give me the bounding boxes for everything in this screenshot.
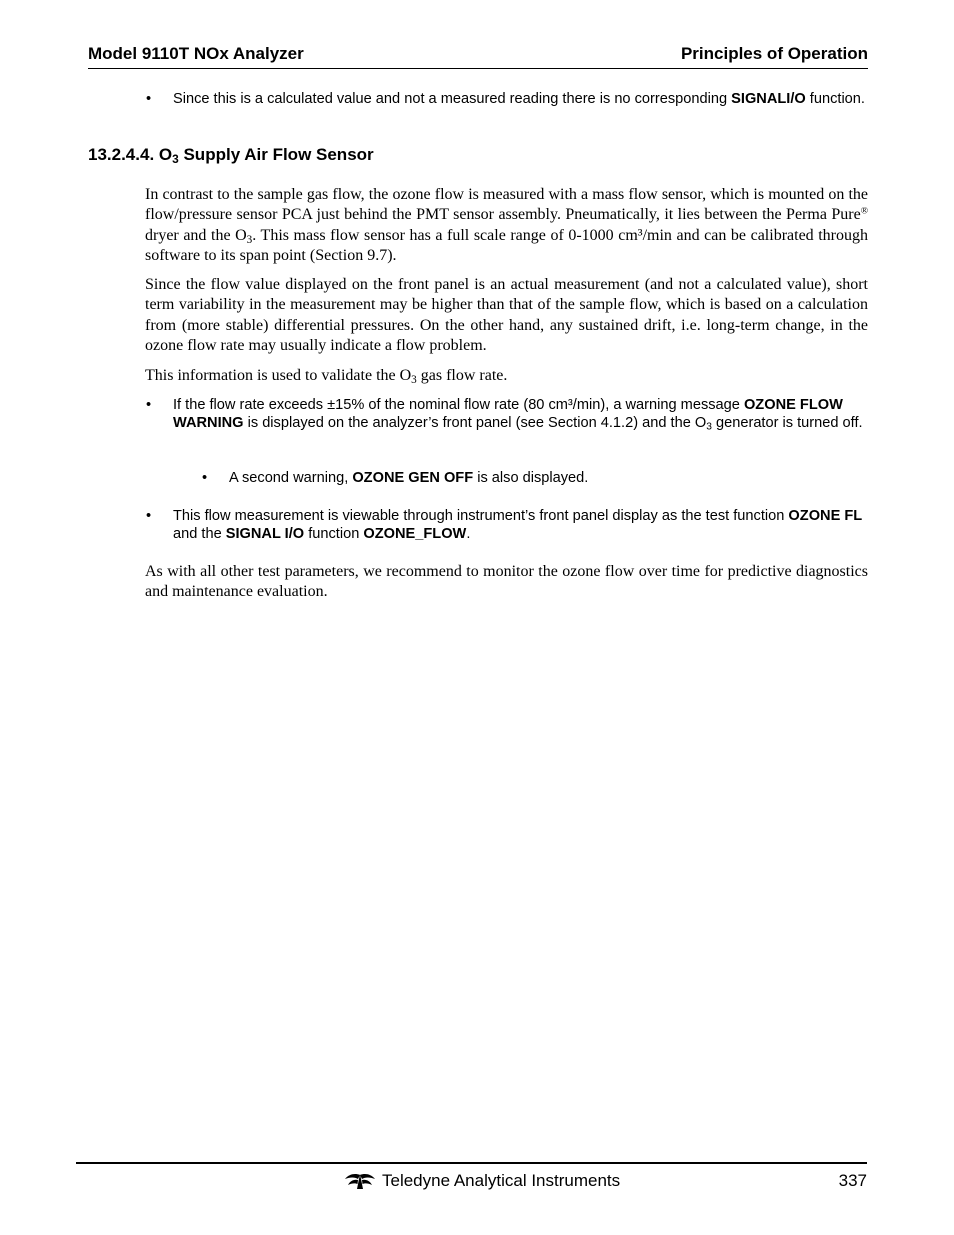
teledyne-logo-icon (344, 1172, 376, 1190)
paragraph-flow-variability: Since the flow value displayed on the front panel is an actual measurement (and not a calculated value), short term variability in the measurement may be higher than that of the sample flow, which is based on a calculation from (more stable) differential pressures. On the other hand, any sustained drift, i.e. long-term change, in the ozone flow rate may usually indicate a flow problem. (145, 276, 868, 355)
section-heading: 13.2.4.4. $O_3$ Supply Air Flow Sensor (88, 145, 374, 166)
bullet-dot: • (146, 508, 152, 524)
page-header (88, 44, 868, 69)
header-chapter-title: Principles of Operation (680, 44, 868, 63)
bullet-text: This flow measurement is viewable through instrument’s front panel display as the test function OZONE FL and the SIGNAL I/O function OZONE_FLOW. (173, 508, 863, 542)
page-number: 337 (838, 1171, 867, 1190)
bullet-text: A second warning, OZONE GEN OFF is also displayed. (229, 470, 589, 486)
paragraph-validate-flow: This information is used to validate the $O_3$ gas flow rate. (145, 367, 508, 386)
paragraph-monitor-recommendation: As with all other test parameters, we recommend to monitor the ozone flow over time for predictive diagnostics and maintenance evaluation. (145, 563, 868, 601)
bullet-dot: • (202, 470, 208, 486)
page-footer (76, 1162, 867, 1200)
bullet-dot: • (146, 397, 152, 413)
paragraph-ozone-flow-sensor: In contrast to the sample gas flow, the ozone flow is measured with a mass flow sensor, which is mounted on the flow/pressure sensor PCA just behind the PMT sensor assembly. Pneumatically, it lies between the Perma Pure® dryer and the $O_3$. This mass flow sensor has a full scale range of 0-1000 cm³/min and can be calibrated through software to its span point (Section 9.7). (145, 186, 869, 265)
bullet-dot: • (146, 91, 152, 107)
bullet-text: Since this is a calculated value and not a measured reading there is no corresponding SIGNALI/O function. (173, 91, 865, 107)
header-document-title: Model 9110T NOx Analyzer (88, 44, 304, 63)
bullet-text: If the flow rate exceeds ±15% of the nominal flow rate (80 cm³/min), a warning message OZONE FLOW WARNING is displayed on the analyzer’s front panel (see Section 4.1.2) and the $O_3$ generator is turned off. (173, 397, 863, 433)
footer-brand (344, 1171, 620, 1191)
footer-company-name: Teledyne Analytical Instruments (382, 1171, 621, 1190)
